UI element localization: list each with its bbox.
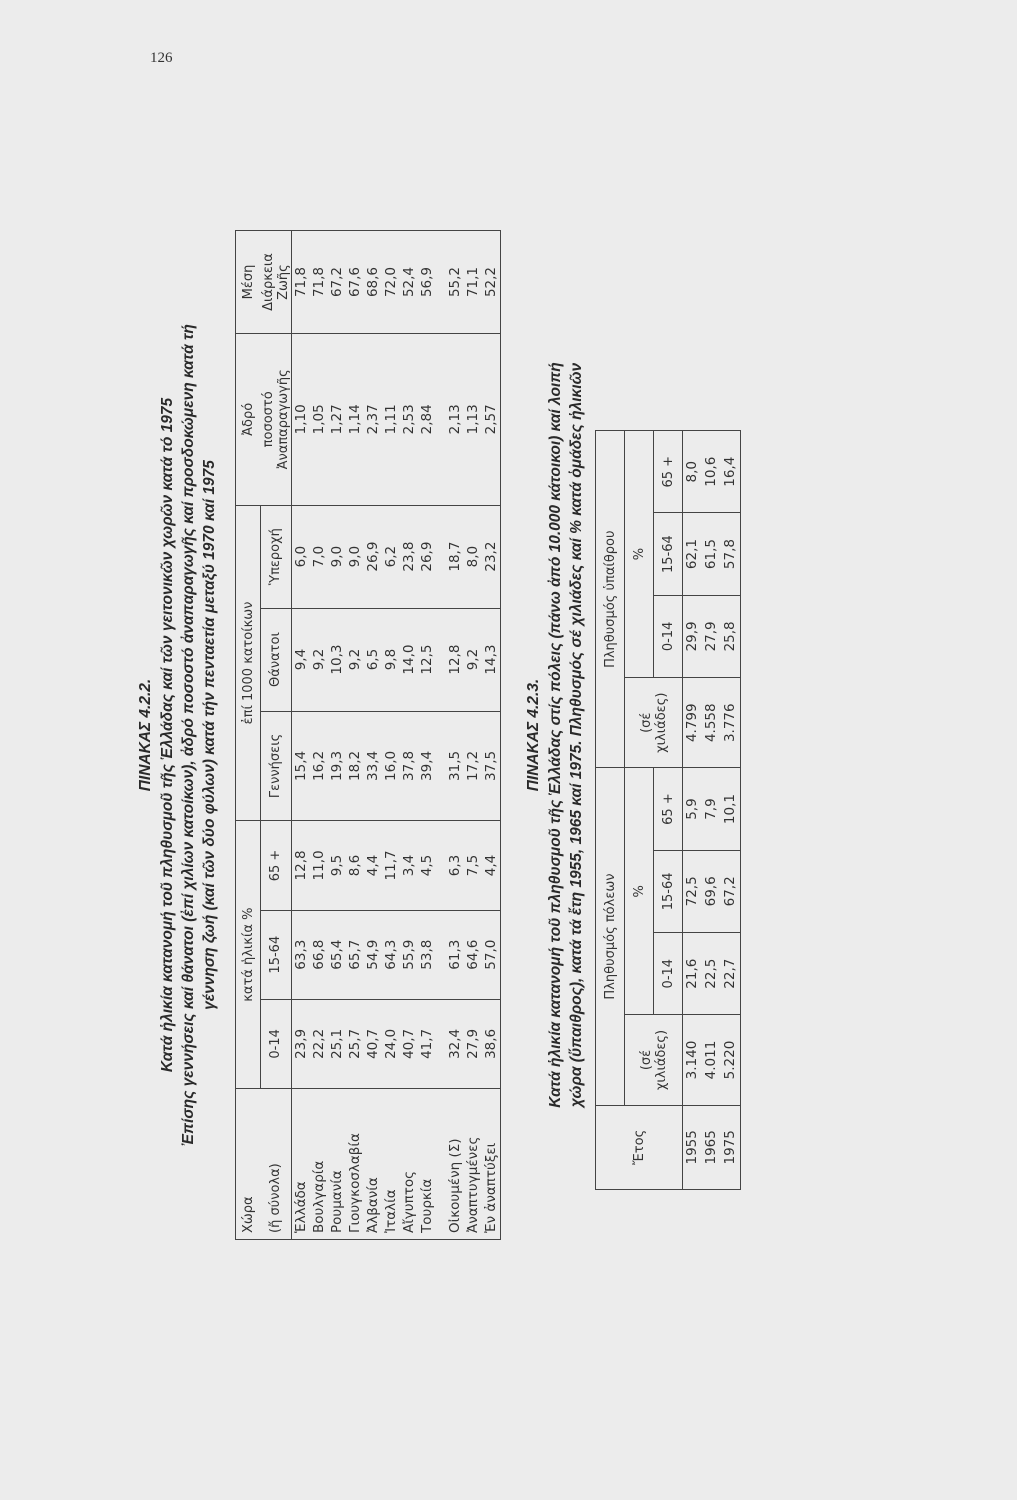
table1-cell: 64,3 [382,910,400,999]
table1-cell: 25,1 [328,999,346,1088]
table1-summary-cell: 61,3 [446,910,464,999]
table1-cell: 72,0 [382,231,400,334]
table2-row [721,431,741,1190]
table2-cell: 27,9 [702,595,721,677]
table2-cell: 69,6 [702,850,721,932]
table1-summary-cell: Ἐν ἀναπτύξει [482,1142,499,1233]
table1-summary-cell: 52,2 [482,231,501,334]
table1-summary-cell: 7,5 [464,821,482,910]
table1-spacer-cell [436,999,446,1088]
table1-summary-cell: 64,6 [464,910,482,999]
table1-cell: 10,3 [328,608,346,711]
table2-cell: 7,9 [702,768,721,850]
header-deaths: Θάνατοι [261,608,292,711]
table1-cell: 68,6 [364,231,382,334]
table1-cell: 2,53 [400,334,418,506]
table1-cell: Γιουγκοσλαβία [346,1133,363,1233]
header-rural-thousands: (σέ χιλιάδες) [625,678,683,768]
table1-cell: 52,4 [400,231,418,334]
table2-cell: 8,0 [683,431,703,513]
table1-cell: 9,0 [346,505,364,608]
header-country: Χώρα [240,1196,256,1233]
table1-summary-cell: Οἰκουμένη (Σ) [446,1138,463,1233]
table1-cell: 6,0 [291,505,310,608]
table1-row [364,231,382,1240]
table2-cell: 4.799 [683,678,703,768]
table1-cell: 16,0 [382,711,400,821]
table1-cell: Αἴγυπτος [400,1170,417,1233]
table2-cell: 16,4 [721,431,741,513]
table2-row [683,431,703,1190]
table1-cell: 40,7 [400,999,418,1088]
table1-cell: 12,8 [291,821,310,910]
header-country-sub: (ἤ σύνολα) [268,1163,283,1233]
header-rural: Πληθυσμός ὑπαίθρου [596,431,625,768]
table1-cell: 66,8 [310,910,328,999]
table1-cell: Ἀλβανία [364,1177,381,1233]
header-year: Ἔτος [631,1129,647,1165]
table1-summary-cell: 37,5 [482,711,501,821]
table2-cell: 25,8 [721,595,741,677]
header-rural-15-64: 15-64 [654,513,683,595]
header-urban-0-14: 0-14 [654,933,683,1015]
table2-cell: 3.776 [721,678,741,768]
table1-cell: 67,6 [346,231,364,334]
table2-row [702,431,721,1190]
table1-cell: Τουρκία [418,1178,435,1233]
table1-cell: 1,10 [291,334,310,506]
table1-row [291,231,310,1240]
table1-summary-cell: Ἀναπτυγμένες [464,1136,481,1233]
table1-cell: 4,5 [418,821,436,910]
table1-cell: 23,8 [400,505,418,608]
table1-cell: 56,9 [418,231,436,334]
table1-cell: 24,0 [382,999,400,1088]
table1-spacer-cell [436,231,446,334]
header-urban: Πληθυσμός πόλεων [596,768,625,1105]
table1-summary-cell: 12,8 [446,608,464,711]
table1-cell: 1,14 [346,334,364,506]
table2-cell: 62,1 [683,513,703,595]
header-urban-65: 65 + [654,768,683,850]
table1-summary-cell: 38,6 [482,999,501,1088]
table1-cell: 26,9 [364,505,382,608]
table2-cell: 61,5 [702,513,721,595]
table1-summary-cell: 1,13 [464,334,482,506]
table1-cell: 65,7 [346,910,364,999]
page-number: 126 [150,50,173,66]
table1-cell: 19,3 [328,711,346,821]
table1-cell: 9,5 [328,821,346,910]
header-life-1: Μέση [236,231,261,334]
table1-cell: 2,37 [364,334,382,506]
header-per-1000: ἐπί 1000 κατοίκων [236,505,261,821]
table1-cell: 63,3 [291,910,310,999]
header-rural-0-14: 0-14 [654,595,683,677]
table1-cell: 71,8 [310,231,328,334]
table1-cell: 6,5 [364,608,382,711]
table1-spacer-cell [436,711,446,821]
table2-cell: 57,8 [721,513,741,595]
table1-cell: 54,9 [364,910,382,999]
table1-cell: Βουλγαρία [310,1160,327,1233]
table1-cell: Ρουμανία [328,1170,345,1233]
table1-cell: 18,2 [346,711,364,821]
table1-cell: 6,2 [382,505,400,608]
table1-summary-cell: 17,2 [464,711,482,821]
table2-caption-line-1: Κατά ἡλικία κατανομή τοῦ πληθυσμοῦ τῆς Ἑλλάδας στίς πόλεις (πάνω ἀπό 10.000 κάτοικοι) καί λοιπή [547,362,564,1108]
table1-summary-cell: 2,13 [446,334,464,506]
table1-spacer-row [436,231,446,1240]
table1-cell: 9,4 [291,608,310,711]
table1-cell: 14,0 [400,608,418,711]
header-gross-rate-2-text: ποσοστό [260,391,276,448]
table2-cell: 67,2 [721,850,741,932]
table2-cell: 29,9 [683,595,703,677]
header-life-2-text: Διάρκεια [260,253,276,311]
header-urban-thousands: (σέ χιλιάδες) [625,1015,683,1105]
table1-caption-line-2: Ἐπίσης γεννήσεις καί θάνατοι (ἐπί χιλίων κατοίκων), ἀδρό ποσοστό ἀναπαραγωγῆς καί προσδοκώμενη κατά τή [180,324,197,1146]
table1-caption [135,230,220,1240]
table2-caption [523,230,587,1240]
table1-cell: 22,2 [310,999,328,1088]
table2-cell: 5,9 [683,768,703,850]
table1-cell: 7,0 [310,505,328,608]
table2-body [683,431,741,1190]
table1-caption-line-3: γέννηση ζωή (καί τῶν δύο φύλων) κατά τήν πενταετία μεταξύ 1970 καί 1975 [201,460,218,1010]
table1-cell: 4,4 [364,821,382,910]
table1-cell: Ἑλλάδα [291,1089,310,1240]
rotated-content [135,230,765,1240]
header-life-2 [261,231,292,334]
table1-cell: 65,4 [328,910,346,999]
table1-cell: 33,4 [364,711,382,821]
table2-cell: 4.558 [702,678,721,768]
table1-summary-cell: 27,9 [464,999,482,1088]
header-births: Γεννήσεις [261,711,292,821]
header-age-15-64: 15-64 [261,910,292,999]
table1-cell: 53,8 [418,910,436,999]
table2-caption-line-2: χώρα (ὕπαιθρος), κατά τά ἔτη 1955, 1965 καί 1975. Πληθυσμός σέ χιλιάδες καί % κατά ὁμάδες ἡλικιῶν [568,362,585,1108]
table1-cell: 1,11 [382,334,400,506]
table2-cell: 72,5 [683,850,703,932]
table1-summary-row [464,231,482,1240]
header-age-0-14: 0-14 [261,999,292,1088]
table1-summary-row [446,231,464,1240]
table2-cell: 5.220 [721,1015,741,1105]
table2-cell: 4.011 [702,1015,721,1105]
table1-cell: 11,7 [382,821,400,910]
table1-cell: 55,9 [400,910,418,999]
table1-spacer-cell [436,910,446,999]
table1-summary-cell: 14,3 [482,608,501,711]
table2-cell: 10,6 [702,431,721,513]
table1-row [400,231,418,1240]
table2-cell: 1955 [683,1105,703,1189]
table1-cell: 1,27 [328,334,346,506]
table1-row [310,231,328,1240]
table1-summary-cell: 4,4 [482,821,501,910]
table1-spacer-cell [436,821,446,910]
table1-cell: 9,2 [346,608,364,711]
table1-cell: 16,2 [310,711,328,821]
table1-cell: 1,05 [310,334,328,506]
table1-summary-row [482,231,501,1240]
table1-summary-cell: 31,5 [446,711,464,821]
table2-cell: 22,5 [702,933,721,1015]
table1-caption-line-1: Κατά ἡλικία κατανομή τοῦ πληθυσμοῦ τῆς Ἑλλάδας καί τῶν γειτονικῶν χωρῶν κατά τό 1975 [159,397,176,1073]
header-gross-rate-1: Ἀδρό [236,334,261,506]
table1-cell: 3,4 [400,821,418,910]
table1-body [291,231,500,1240]
header-gross-rate-3-text: Ἀναπαραγωγῆς [275,369,291,470]
table1-spacer-cell [436,1089,446,1240]
table1-population-by-age [235,230,501,1240]
table1-summary-cell: 18,7 [446,505,464,608]
table1-summary-cell: 6,3 [446,821,464,910]
table1-cell: 8,6 [346,821,364,910]
table1-cell: 15,4 [291,711,310,821]
table1-cell: 71,8 [291,231,310,334]
table1-cell: 9,2 [310,608,328,711]
table1-spacer-cell [436,334,446,506]
header-age-65: 65 + [261,821,292,910]
table1-row [418,231,436,1240]
table2-cell: 21,6 [683,933,703,1015]
header-surplus: Ὑπεροχή [261,505,292,608]
table1-spacer-cell [436,505,446,608]
table1-cell: 12,5 [418,608,436,711]
table1-cell: 2,84 [418,334,436,506]
table1-summary-cell: 9,2 [464,608,482,711]
table1-title: ΠΙΝΑΚΑΣ 4.2.2. [137,678,154,792]
table1-cell: 40,7 [364,999,382,1088]
header-age-group: κατά ἡλικία % [236,821,261,1089]
header-rural-pct: % [625,431,654,678]
table1-cell: 23,9 [291,999,310,1088]
table1-summary-cell: 57,0 [482,910,501,999]
header-urban-15-64: 15-64 [654,850,683,932]
table1-cell: 9,0 [328,505,346,608]
table1-cell: 9,8 [382,608,400,711]
header-urban-pct: % [625,768,654,1015]
table1-spacer-cell [436,608,446,711]
table2-title: ΠΙΝΑΚΑΣ 4.2.3. [525,678,542,792]
table1-summary-cell: 23,2 [482,505,501,608]
table1-cell: 26,9 [418,505,436,608]
table1-row [382,231,400,1240]
table1-summary-cell: 71,1 [464,231,482,334]
header-life-3-text: Ζωῆς [275,264,291,300]
table1-summary-cell: 8,0 [464,505,482,608]
table2-cell: 1965 [703,1130,719,1165]
table2-cell: 1975 [722,1130,738,1165]
table1-cell: 25,7 [346,999,364,1088]
table1-cell: 37,8 [400,711,418,821]
table1-cell: Ἰταλία [382,1189,399,1233]
table1-cell: 39,4 [418,711,436,821]
table1-summary-cell: 2,57 [482,334,501,506]
table1-row [328,231,346,1240]
table2-cell: 3.140 [683,1015,703,1105]
table2-cell: 22,7 [721,933,741,1015]
table1-summary-cell: 32,4 [446,999,464,1088]
table1-cell: 41,7 [418,999,436,1088]
table1-summary-cell: 55,2 [446,231,464,334]
table2-urban-rural-population [595,430,741,1190]
table1-cell: 67,2 [328,231,346,334]
header-rural-65: 65 + [654,431,683,513]
table2-cell: 10,1 [721,768,741,850]
table1-cell: 11,0 [310,821,328,910]
header-gross-rate-2 [261,334,292,506]
table1-row [346,231,364,1240]
